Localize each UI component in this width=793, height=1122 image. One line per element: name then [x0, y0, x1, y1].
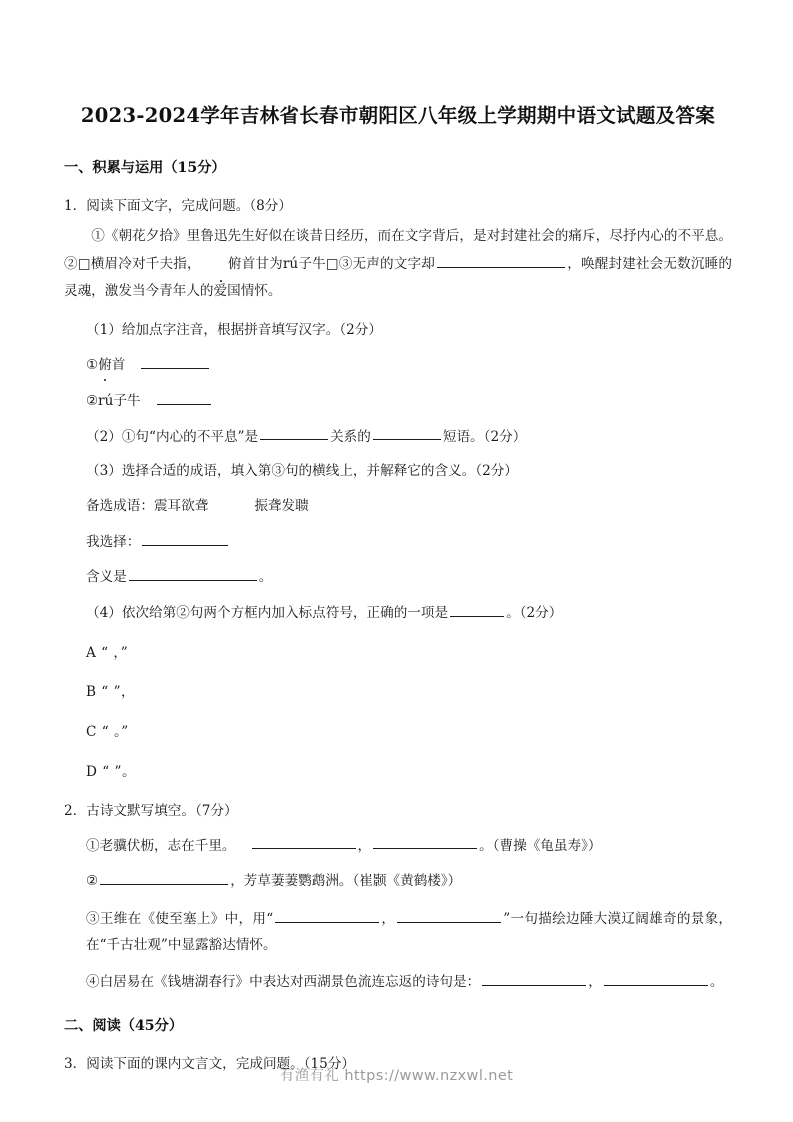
meaning-end-punct: 。 — [258, 569, 273, 586]
item-prefix: ④白居易在《钱塘湖春行》中表达对西湖景色流连忘返的诗句是： — [86, 973, 481, 990]
answer-blank-2[interactable] — [100, 870, 228, 885]
passage-text-part1: ①《朝花夕拾》里鲁迅先生好似在谈昔日经历，而在文字背后，是对封建社会的痛斥，尽抒内心的不平息。②□横眉冷对千夫指， — [64, 228, 732, 272]
item-mid: ， — [357, 837, 372, 854]
sub2-blank-2[interactable] — [373, 426, 441, 441]
choose-label: 我选择： — [86, 533, 141, 550]
question-1-sub2 — [64, 426, 732, 449]
choice-blank[interactable] — [142, 531, 228, 546]
question-1-sub3-meaning — [64, 566, 732, 589]
passage-text-part3: ，唤醒封建社会无数沉睡的灵魂，激发当今青年人的爱国情怀。 — [64, 255, 733, 300]
sub2-blank-1[interactable] — [260, 426, 328, 441]
question-1-sub3-choice — [64, 531, 732, 554]
question-2-item-2 — [64, 870, 732, 893]
answer-blank-3a[interactable] — [275, 908, 379, 923]
item1-answer-blank[interactable] — [141, 354, 209, 369]
item1-label: ① — [86, 357, 99, 374]
question-1-sub3-prompt: （3）选择合适的成语，填入第③句的横线上，并解释它的含义。（2分） — [86, 463, 518, 480]
question-2-item-1 — [64, 835, 732, 858]
meaning-blank[interactable] — [129, 566, 257, 581]
document-content — [64, 96, 732, 1075]
question-2-item-3 — [64, 906, 732, 958]
item-prefix: ③王维在《使至塞上》中，用“ — [86, 910, 274, 927]
item2-answer-blank[interactable] — [157, 390, 211, 405]
question-1-sub1-item1 — [64, 354, 732, 377]
question-2-stem: 2．古诗文默写填空。（7分） — [64, 802, 238, 819]
question-1-option-d[interactable]: D “ ”。 — [86, 763, 137, 780]
watermark: 有渔有礼 https://www.nzxwl.net — [279, 1068, 514, 1084]
sub2-text-part3: 短语。（2分） — [442, 428, 527, 445]
candidate-1: 震耳欲聋 — [153, 497, 209, 514]
page-title: 2023-2024学年吉林省长春市朝阳区八年级上学期期中语文试题及答案 — [80, 104, 716, 127]
item-prefix: ①老骥伏枥，志在千里。 — [86, 837, 236, 854]
passage-blank[interactable] — [437, 253, 565, 268]
section-heading-1: 一、积累与运用（15分） — [64, 159, 226, 176]
question-2-item-4 — [64, 971, 732, 994]
question-1-sub1-prompt: （1）给加点字注音，根据拼音填写汉字。（2分） — [86, 321, 382, 338]
question-1-sub3-candidates — [64, 496, 732, 518]
sub2-text-part2: 关系的 — [330, 428, 371, 445]
sub2-text-part1: （2）①句“内心的不平息”是 — [86, 428, 259, 445]
sub4-answer-blank[interactable] — [450, 602, 504, 617]
item-suffix: 。 — [709, 973, 724, 990]
question-1-option-b[interactable]: B “ ”， — [86, 684, 136, 701]
candidate-2: 振聋发聩 — [254, 497, 309, 514]
question-1-stem: 1．阅读下面文字，完成问题。（8分） — [64, 198, 292, 215]
item-mid: ， — [588, 973, 602, 990]
item-suffix: ，芳草萋萋鹦鹉洲。（崔颢《黄鹤楼》） — [230, 873, 462, 890]
answer-blank-1b[interactable] — [373, 835, 477, 850]
item-mid: ， — [381, 910, 396, 927]
passage-text-part2: 首甘为rú子牛□③无声的文字却 — [241, 255, 436, 272]
item1-emphasis-char: 俯 — [98, 355, 112, 377]
item1-rest: 首 — [111, 357, 126, 374]
item-prefix: ② — [86, 873, 99, 890]
question-1-option-c[interactable]: C “ 。” — [86, 724, 129, 741]
answer-blank-4a[interactable] — [482, 971, 586, 986]
item2-label: ②rú子牛 — [86, 392, 141, 409]
sub4-text-part1: （4）依次给第②句两个方框内加入标点符号，正确的一项是 — [86, 604, 449, 621]
question-3-stem: 3．阅读下面的课内文言文，完成问题。（15分） — [64, 1055, 356, 1072]
question-1-sub4-prompt — [64, 602, 732, 625]
answer-blank-4b[interactable] — [604, 971, 708, 986]
passage-emphasis-char: 俯 — [201, 251, 242, 278]
question-1-option-a[interactable]: A “ ，” — [86, 644, 129, 661]
question-1-sub1-item2 — [64, 390, 732, 413]
answer-blank-3b[interactable] — [397, 908, 501, 923]
meaning-label: 含义是 — [86, 569, 127, 586]
item-suffix: ”一句描绘边陲大漠辽阔雄奇的景象，在“千古壮观”中显露豁达情怀。 — [86, 910, 733, 953]
item-suffix: 。（曹操《龟虽寿》） — [479, 837, 602, 854]
answer-blank-1a[interactable] — [252, 835, 356, 850]
candidates-label: 备选成语： — [86, 497, 154, 514]
question-1-passage — [64, 223, 732, 305]
section-heading-2: 二、阅读（45分） — [64, 1017, 184, 1034]
sub4-text-part2: 。（2分） — [506, 604, 563, 621]
